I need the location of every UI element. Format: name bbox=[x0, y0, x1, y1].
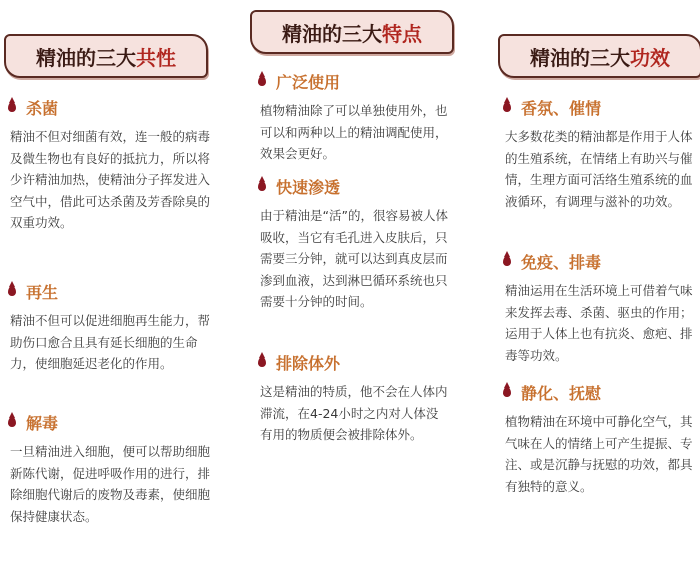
section-body: 植物精油在环境中可静化空气，其气味在人的情绪上可产生提振、专注、或是沉静与抚慰的功效，都具有独特的意义。 bbox=[505, 414, 693, 494]
column-title-banner bbox=[250, 10, 454, 54]
column-title-banner bbox=[498, 34, 700, 78]
section-heading: 静化、抚慰 bbox=[521, 383, 602, 403]
section-heading: 免疫、排毒 bbox=[521, 252, 602, 272]
section-body: 精油不但可以促进细胞再生能力，帮助伤口愈合且具有延长细胞的生命力，使细胞延迟老化的作用。 bbox=[10, 313, 211, 371]
section-body: 由于精油是“活”的，很容易被人体吸收，当它有毛孔进入皮肤后，只需要三分钟，就可以达到真皮层而渗到血液，达到淋巴循环系统也只需要十分钟的时间。 bbox=[260, 208, 448, 309]
section-block bbox=[250, 175, 450, 313]
section-body: 大多数花类的精油都是作用于人体的生殖系统，在情绪上有助兴与催情，生理方面可活络生殖系统的血液循环，有调理与滋补的功效。 bbox=[505, 129, 693, 209]
section-body: 精油不但对细菌有效，连一般的病毒及微生物也有良好的抵抗力，所以将少许精油加热，使精油分子挥发进入空气中，借此可达杀菌及芳香除臭的双重功效。 bbox=[10, 129, 211, 230]
title-highlight: 特点 bbox=[382, 21, 422, 46]
title-highlight: 功效 bbox=[630, 45, 670, 70]
drop-icon bbox=[8, 286, 16, 296]
section-heading: 快速渗透 bbox=[276, 177, 341, 197]
section-block bbox=[495, 381, 700, 497]
section-block bbox=[0, 96, 215, 234]
drop-icon bbox=[8, 417, 16, 427]
section-block bbox=[250, 70, 450, 165]
title-highlight: 共性 bbox=[136, 45, 176, 70]
title-prefix: 精油的三大 bbox=[530, 45, 630, 70]
section-body: 植物精油除了可以单独使用外，也可以和两种以上的精油调配使用，效果会更好。 bbox=[260, 103, 448, 161]
section-block bbox=[0, 280, 215, 375]
drop-icon bbox=[8, 102, 16, 112]
title-prefix: 精油的三大 bbox=[282, 21, 382, 46]
drop-icon bbox=[503, 102, 511, 112]
section-heading: 排除体外 bbox=[276, 353, 341, 373]
section-body: 一旦精油进入细胞，便可以帮助细胞新陈代谢，促进呼吸作用的进行，排除细胞代谢后的废物及毒素，使细胞保持健康状态。 bbox=[10, 444, 211, 524]
section-block bbox=[0, 411, 215, 527]
section-block bbox=[495, 250, 700, 366]
drop-icon bbox=[258, 76, 266, 86]
drop-icon bbox=[503, 256, 511, 266]
section-block bbox=[250, 351, 450, 446]
section-heading: 解毒 bbox=[26, 413, 59, 433]
section-heading: 杀菌 bbox=[26, 98, 59, 118]
section-heading: 香氛、催情 bbox=[521, 98, 602, 118]
drop-icon bbox=[503, 387, 511, 397]
title-prefix: 精油的三大 bbox=[36, 45, 136, 70]
section-heading: 再生 bbox=[26, 282, 59, 302]
section-heading: 广泛使用 bbox=[276, 72, 341, 92]
section-body: 这是精油的特质，他不会在人体内滞流，在4-24小时之内对人体没有用的物质便会被排除体外。 bbox=[260, 384, 448, 442]
column-title-banner bbox=[4, 34, 208, 78]
section-body: 精油运用在生活环境上可借着气味来发挥去毒、杀菌、驱虫的作用；运用于人体上也有抗炎、愈疤、排毒等功效。 bbox=[505, 283, 693, 363]
section-block bbox=[495, 96, 700, 212]
drop-icon bbox=[258, 181, 266, 191]
drop-icon bbox=[258, 357, 266, 367]
